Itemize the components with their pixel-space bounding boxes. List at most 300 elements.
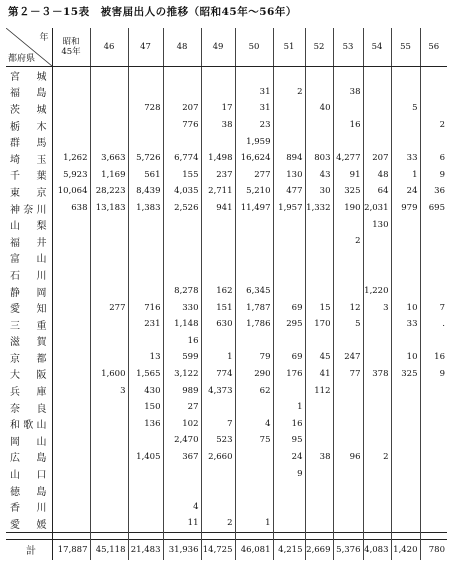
- table-cell: 1,383: [128, 200, 163, 217]
- table-cell: [363, 482, 391, 499]
- table-cell: [391, 216, 420, 233]
- total-cell: 31,936: [163, 539, 201, 560]
- year-label: 54: [371, 42, 383, 52]
- table-cell: [273, 266, 305, 283]
- table-cell: [128, 67, 163, 84]
- table-cell: [333, 216, 363, 233]
- corner-prefecture-label: 都府県: [8, 54, 36, 64]
- year-label: 46: [103, 42, 115, 52]
- table-cell: [90, 449, 128, 466]
- table-cell: [128, 333, 163, 350]
- table-cell: [420, 84, 447, 101]
- table-cell: [90, 465, 128, 482]
- table-cell: [52, 349, 90, 366]
- table-cell: [391, 67, 420, 84]
- table-cell: [128, 117, 163, 134]
- table-cell: [52, 133, 90, 150]
- table-row: [6, 299, 447, 316]
- table-row: [6, 183, 447, 200]
- table-cell: [305, 67, 333, 84]
- total-cell: 780: [420, 539, 447, 560]
- table-cell: 695: [420, 200, 447, 217]
- table-cell: [201, 216, 235, 233]
- table-cell: 24: [391, 183, 420, 200]
- table-cell: [90, 100, 128, 117]
- table-cell: 10,064: [52, 183, 90, 200]
- total-cell: 5,376: [333, 539, 363, 560]
- table-cell: 325: [391, 366, 420, 383]
- total-cell: 14,725: [201, 539, 235, 560]
- prefecture-label: 大阪: [6, 366, 52, 383]
- table-cell: 277: [90, 299, 128, 316]
- table-cell: 1,498: [201, 150, 235, 167]
- prefecture-label: 山梨: [6, 216, 52, 233]
- table-cell: [273, 67, 305, 84]
- table-cell: 75: [235, 432, 273, 449]
- table-row: [6, 133, 447, 150]
- table-cell: 430: [128, 382, 163, 399]
- total-label: 計: [6, 539, 52, 560]
- table-cell: 894: [273, 150, 305, 167]
- table-cell: [391, 399, 420, 416]
- table-cell: [363, 465, 391, 482]
- table-cell: [52, 216, 90, 233]
- table-cell: 38: [333, 84, 363, 101]
- table-cell: [420, 399, 447, 416]
- table-cell: [273, 482, 305, 499]
- table-cell: [90, 266, 128, 283]
- table-cell: 4: [235, 415, 273, 432]
- prefecture-label: 滋賀: [6, 333, 52, 350]
- table-cell: [90, 316, 128, 333]
- table-cell: [273, 117, 305, 134]
- table-cell: [90, 482, 128, 499]
- table-row: [6, 366, 447, 383]
- table-cell: 6,345: [235, 283, 273, 300]
- table-cell: [235, 333, 273, 350]
- table-cell: [363, 250, 391, 267]
- prefecture-label: 東京: [6, 183, 52, 200]
- prefecture-label: 京都: [6, 349, 52, 366]
- table-row: [6, 167, 447, 184]
- table-cell: [333, 432, 363, 449]
- table-cell: [391, 84, 420, 101]
- table-cell: 27: [163, 399, 201, 416]
- table-cell: [363, 100, 391, 117]
- table-cell: [273, 100, 305, 117]
- table-cell: [363, 316, 391, 333]
- table-cell: 774: [201, 366, 235, 383]
- table-cell: [363, 432, 391, 449]
- table-row: [6, 67, 447, 84]
- table-cell: [363, 349, 391, 366]
- spacer-row: [6, 532, 447, 539]
- table-cell: [333, 498, 363, 515]
- table-cell: 190: [333, 200, 363, 217]
- prefecture-label: 三重: [6, 316, 52, 333]
- table-cell: [391, 382, 420, 399]
- total-cell: 4,215: [273, 539, 305, 560]
- table-cell: [235, 449, 273, 466]
- table-cell: 1: [235, 515, 273, 532]
- table-cell: [333, 333, 363, 350]
- table-cell: [333, 266, 363, 283]
- table-cell: [391, 482, 420, 499]
- table-cell: [333, 133, 363, 150]
- table-cell: 325: [333, 183, 363, 200]
- table-cell: [363, 415, 391, 432]
- table-cell: [391, 432, 420, 449]
- table-cell: 477: [273, 183, 305, 200]
- table-cell: [273, 250, 305, 267]
- table-cell: 1,959: [235, 133, 273, 150]
- table-cell: 4: [163, 498, 201, 515]
- year-label: 49: [212, 42, 224, 52]
- table-cell: [420, 133, 447, 150]
- table-row: [6, 216, 447, 233]
- table-cell: [333, 515, 363, 532]
- prefecture-label: 福島: [6, 84, 52, 101]
- table-cell: [363, 133, 391, 150]
- table-cell: [128, 250, 163, 267]
- table-cell: 40: [305, 100, 333, 117]
- year-header: [235, 28, 273, 67]
- table-cell: [52, 449, 90, 466]
- table-cell: 11: [163, 515, 201, 532]
- table-cell: [305, 117, 333, 134]
- table-cell: [420, 498, 447, 515]
- table-cell: [90, 117, 128, 134]
- table-cell: [201, 67, 235, 84]
- table-title: 第２－３－15表 被害届出人の推移（昭和45年～56年）: [8, 6, 297, 18]
- table-row: [6, 498, 447, 515]
- table-row: [6, 84, 447, 101]
- table-cell: 91: [333, 167, 363, 184]
- table-cell: 1: [201, 349, 235, 366]
- table-cell: 16: [420, 349, 447, 366]
- table-cell: [201, 498, 235, 515]
- table-cell: 176: [273, 366, 305, 383]
- total-cell: 45,118: [90, 539, 128, 560]
- table-cell: [163, 482, 201, 499]
- table-cell: [391, 266, 420, 283]
- table-cell: 3,122: [163, 366, 201, 383]
- table-cell: 378: [363, 366, 391, 383]
- table-cell: [363, 382, 391, 399]
- table-cell: 33: [391, 150, 420, 167]
- table-cell: 207: [363, 150, 391, 167]
- table-cell: 630: [201, 316, 235, 333]
- table-cell: 10: [391, 299, 420, 316]
- table-row: [6, 283, 447, 300]
- table-cell: [391, 250, 420, 267]
- table-cell: 136: [128, 415, 163, 432]
- table-cell: [201, 266, 235, 283]
- table-cell: 4,373: [201, 382, 235, 399]
- table-cell: [52, 399, 90, 416]
- table-cell: [273, 333, 305, 350]
- table-cell: [163, 233, 201, 250]
- table-cell: 30: [305, 183, 333, 200]
- table-cell: [90, 399, 128, 416]
- table-cell: 38: [305, 449, 333, 466]
- table-cell: [420, 449, 447, 466]
- total-row: [6, 539, 447, 560]
- year-label: 47: [140, 42, 151, 52]
- table-cell: [420, 382, 447, 399]
- table-cell: 24: [273, 449, 305, 466]
- prefecture-label: 石川: [6, 266, 52, 283]
- table-row: [6, 316, 447, 333]
- table-cell: [128, 133, 163, 150]
- table-cell: 69: [273, 349, 305, 366]
- table-cell: [235, 399, 273, 416]
- table-cell: [420, 482, 447, 499]
- table-cell: 2: [420, 117, 447, 134]
- table-cell: [273, 216, 305, 233]
- table-cell: [391, 133, 420, 150]
- table-cell: [52, 366, 90, 383]
- table-cell: 41: [305, 366, 333, 383]
- table-cell: [128, 465, 163, 482]
- table-cell: [52, 515, 90, 532]
- table-cell: 31: [235, 84, 273, 101]
- table-cell: [273, 515, 305, 532]
- table-cell: [201, 84, 235, 101]
- table-cell: [90, 432, 128, 449]
- table-cell: 130: [273, 167, 305, 184]
- table-cell: [235, 233, 273, 250]
- table-cell: [128, 482, 163, 499]
- table-cell: 1: [273, 399, 305, 416]
- table-cell: [163, 465, 201, 482]
- table-cell: 5,210: [235, 183, 273, 200]
- table-cell: 716: [128, 299, 163, 316]
- table-cell: [420, 250, 447, 267]
- table-cell: 8,278: [163, 283, 201, 300]
- total-cell: 21,483: [128, 539, 163, 560]
- prefecture-label: 香川: [6, 498, 52, 515]
- prefecture-label: 岡山: [6, 432, 52, 449]
- table-cell: [128, 266, 163, 283]
- table-row: [6, 233, 447, 250]
- table-cell: [363, 515, 391, 532]
- table-cell: [90, 233, 128, 250]
- prefecture-label: 神奈川: [6, 200, 52, 217]
- table-cell: [201, 133, 235, 150]
- table-cell: [391, 117, 420, 134]
- table-cell: [201, 399, 235, 416]
- table-cell: [201, 482, 235, 499]
- table-cell: 1,600: [90, 366, 128, 383]
- table-cell: [333, 415, 363, 432]
- prefecture-label: 埼玉: [6, 150, 52, 167]
- total-cell: 4,083: [363, 539, 391, 560]
- table-cell: 367: [163, 449, 201, 466]
- prefecture-label: 愛知: [6, 299, 52, 316]
- table-cell: 207: [163, 100, 201, 117]
- table-cell: [363, 84, 391, 101]
- table-cell: [52, 333, 90, 350]
- table-cell: 803: [305, 150, 333, 167]
- table-cell: [90, 333, 128, 350]
- table-cell: [128, 84, 163, 101]
- prefecture-label: 千葉: [6, 167, 52, 184]
- table-cell: 237: [201, 167, 235, 184]
- table-cell: 728: [128, 100, 163, 117]
- prefecture-label: 富山: [6, 250, 52, 267]
- prefecture-label: 兵庫: [6, 382, 52, 399]
- corner-year-label: 年: [39, 33, 49, 43]
- table-cell: [305, 84, 333, 101]
- prefecture-label: 栃木: [6, 117, 52, 134]
- table-cell: 2,470: [163, 432, 201, 449]
- table-cell: [305, 216, 333, 233]
- table-cell: 1,405: [128, 449, 163, 466]
- table-cell: [333, 482, 363, 499]
- table-cell: [391, 465, 420, 482]
- table-cell: 31: [235, 100, 273, 117]
- table-cell: 1,957: [273, 200, 305, 217]
- table-cell: [420, 333, 447, 350]
- table-cell: 638: [52, 200, 90, 217]
- table-cell: 130: [363, 216, 391, 233]
- table-row: [6, 399, 447, 416]
- table-cell: 5: [333, 316, 363, 333]
- table-cell: [305, 465, 333, 482]
- table-cell: [128, 216, 163, 233]
- table-cell: 155: [163, 167, 201, 184]
- table-cell: [305, 498, 333, 515]
- total-cell: 1,420: [391, 539, 420, 560]
- table-cell: [363, 399, 391, 416]
- table-row: [6, 349, 447, 366]
- table-cell: [52, 233, 90, 250]
- table-cell: 776: [163, 117, 201, 134]
- year-label: 56: [428, 42, 440, 52]
- table-row: [6, 415, 447, 432]
- table-cell: 38: [201, 117, 235, 134]
- table-cell: 231: [128, 316, 163, 333]
- table-cell: [420, 515, 447, 532]
- table-cell: [391, 498, 420, 515]
- table-cell: 1,169: [90, 167, 128, 184]
- prefecture-label: 愛媛: [6, 515, 52, 532]
- table-cell: 6: [420, 150, 447, 167]
- table-cell: [128, 432, 163, 449]
- table-cell: [391, 449, 420, 466]
- table-cell: 16: [273, 415, 305, 432]
- table-cell: 2: [201, 515, 235, 532]
- damage-reports-table: [6, 28, 447, 560]
- year-label: 55: [400, 42, 411, 52]
- table-cell: [363, 266, 391, 283]
- table-cell: [128, 498, 163, 515]
- table-cell: [273, 498, 305, 515]
- table-cell: 69: [273, 299, 305, 316]
- table-cell: 3,663: [90, 150, 128, 167]
- table-row: [6, 117, 447, 134]
- table-cell: [90, 349, 128, 366]
- table-cell: [420, 432, 447, 449]
- table-cell: [235, 216, 273, 233]
- table-cell: 523: [201, 432, 235, 449]
- table-cell: 4,277: [333, 150, 363, 167]
- table-cell: 102: [163, 415, 201, 432]
- corner-cell: [6, 28, 52, 67]
- table-cell: 330: [163, 299, 201, 316]
- table-cell: [235, 482, 273, 499]
- table-cell: [201, 465, 235, 482]
- table-cell: .: [420, 316, 447, 333]
- table-cell: [163, 84, 201, 101]
- table-cell: 7: [420, 299, 447, 316]
- prefecture-label: 群馬: [6, 133, 52, 150]
- table-cell: [305, 283, 333, 300]
- table-cell: 2,031: [363, 200, 391, 217]
- table-cell: 48: [363, 167, 391, 184]
- table-cell: [333, 100, 363, 117]
- table-row: [6, 100, 447, 117]
- table-cell: [305, 233, 333, 250]
- table-cell: [90, 250, 128, 267]
- table-row: [6, 482, 447, 499]
- table-cell: 77: [333, 366, 363, 383]
- year-header: [90, 28, 128, 67]
- table-cell: [90, 133, 128, 150]
- table-cell: 295: [273, 316, 305, 333]
- table-cell: 17: [201, 100, 235, 117]
- table-cell: [52, 299, 90, 316]
- total-cell: 46,081: [235, 539, 273, 560]
- year-header: [128, 28, 163, 67]
- table-cell: [90, 415, 128, 432]
- table-cell: 43: [305, 167, 333, 184]
- table-cell: 1,332: [305, 200, 333, 217]
- table-cell: [420, 465, 447, 482]
- prefecture-label: 広島: [6, 449, 52, 466]
- table-cell: [52, 100, 90, 117]
- table-row: [6, 432, 447, 449]
- year-label: 53: [342, 42, 354, 52]
- table-cell: 5,923: [52, 167, 90, 184]
- year-label: 48: [176, 42, 188, 52]
- table-cell: [305, 415, 333, 432]
- table-cell: 12: [333, 299, 363, 316]
- table-cell: 13,183: [90, 200, 128, 217]
- table-cell: [201, 333, 235, 350]
- table-cell: [391, 233, 420, 250]
- table-cell: 1,148: [163, 316, 201, 333]
- table-cell: 16: [333, 117, 363, 134]
- table-cell: [305, 333, 333, 350]
- table-cell: 941: [201, 200, 235, 217]
- prefecture-label: 徳島: [6, 482, 52, 499]
- year-header: [420, 28, 447, 67]
- table-cell: 3: [363, 299, 391, 316]
- table-cell: [52, 465, 90, 482]
- table-cell: [391, 333, 420, 350]
- table-cell: 5: [391, 100, 420, 117]
- table-cell: [333, 67, 363, 84]
- table-cell: 6,774: [163, 150, 201, 167]
- table-cell: 247: [333, 349, 363, 366]
- table-cell: [305, 482, 333, 499]
- table-row: [6, 250, 447, 267]
- table-cell: [52, 117, 90, 134]
- table-cell: [163, 216, 201, 233]
- table-cell: [90, 216, 128, 233]
